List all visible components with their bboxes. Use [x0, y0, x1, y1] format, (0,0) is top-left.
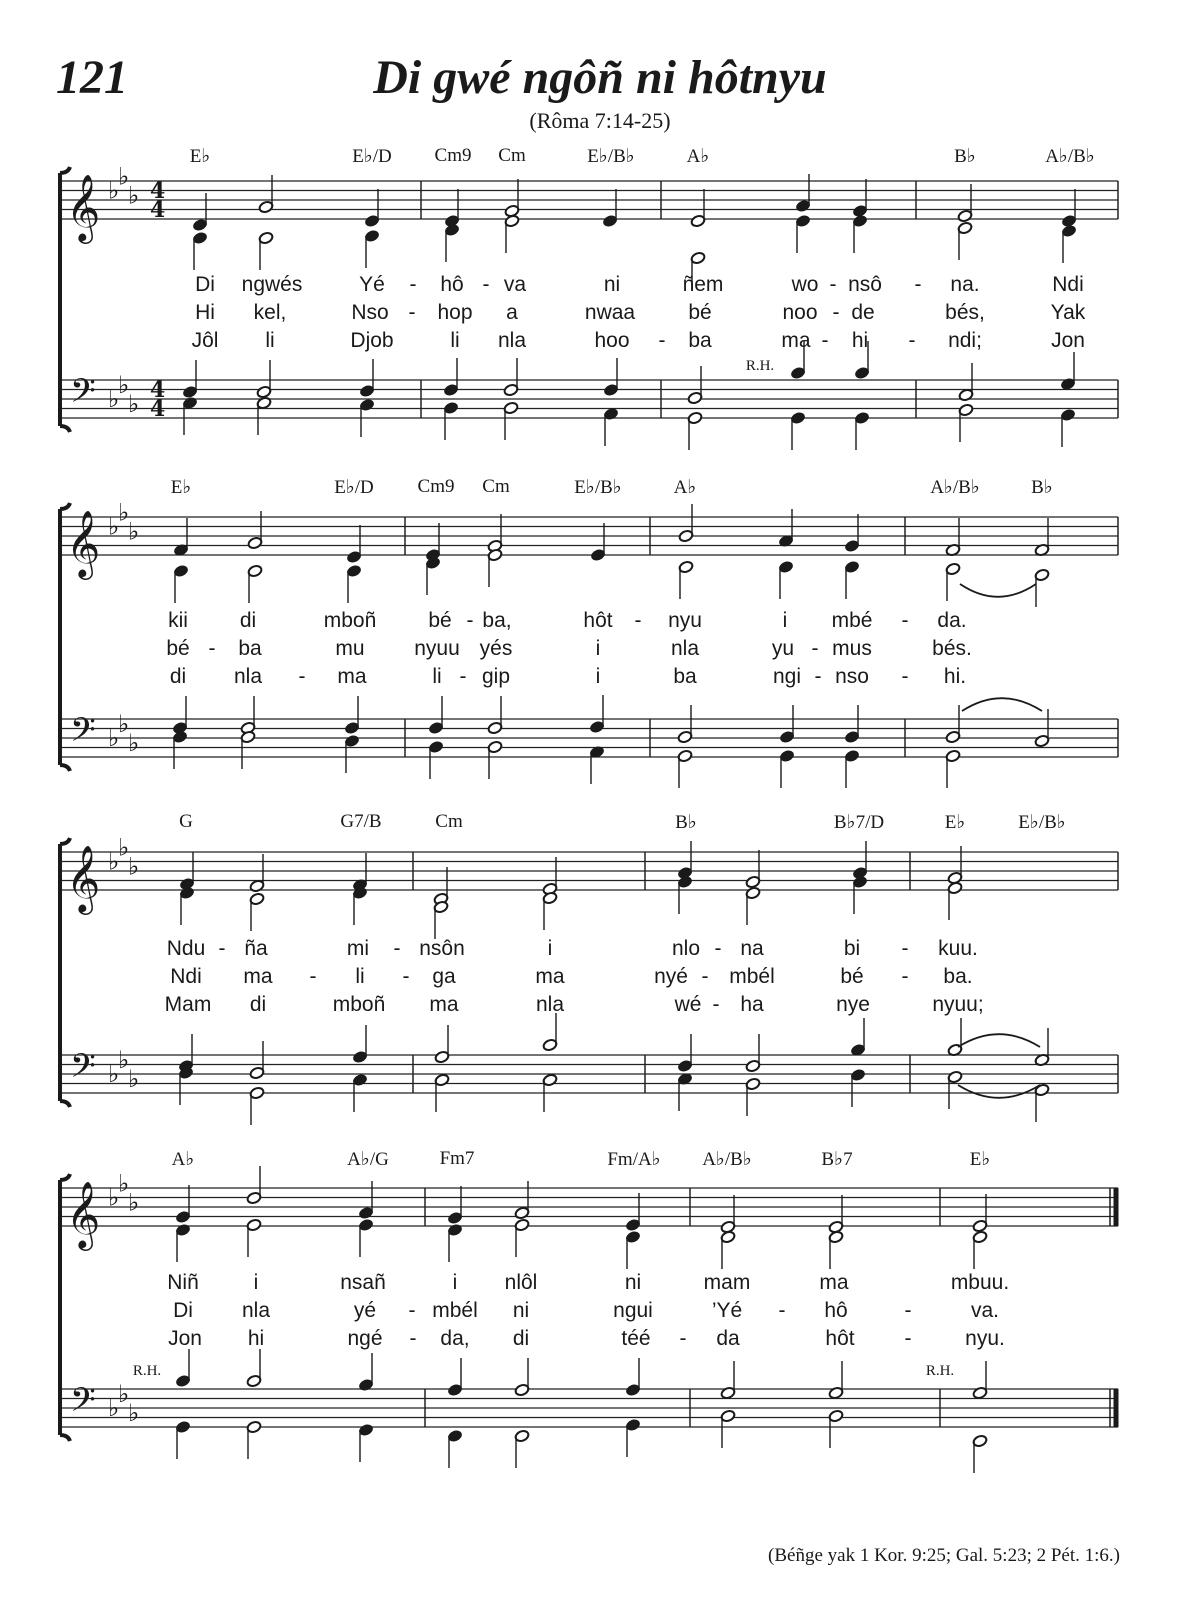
lyric-syllable: -: [466, 609, 474, 632]
lyric-syllable: mus: [832, 637, 872, 660]
lyric-syllable: di: [169, 665, 187, 688]
right-hand-marking: R.H.: [745, 358, 775, 374]
lyric-syllable: -: [309, 965, 317, 988]
time-signature: 4: [150, 178, 166, 204]
lyric-syllable: ha: [740, 993, 764, 1016]
lyric-syllable: hôt: [583, 609, 613, 632]
lyric-syllable: ma: [781, 329, 811, 352]
lyric-syllable: li: [450, 329, 460, 352]
lyric-syllable: -: [208, 637, 216, 660]
lyric-syllable: wo: [791, 273, 819, 296]
lyric-syllable: -: [814, 665, 822, 688]
treble-clef-icon: 𝄞: [66, 1180, 101, 1248]
lyric-syllable: ngwés: [241, 273, 303, 296]
lyric-syllable: nla: [497, 329, 527, 352]
lyric-syllable: -: [402, 965, 410, 988]
lyric-syllable: Jôl: [191, 329, 219, 352]
chord-symbol: E♭: [189, 146, 211, 167]
lyric-syllable: -: [901, 937, 909, 960]
lyric-syllable: nso: [835, 665, 869, 688]
lyric-syllable: ba: [688, 329, 712, 352]
lyric-syllable: -: [482, 273, 490, 296]
chord-symbol: A♭/B♭: [1045, 146, 1095, 167]
time-signature: 4: [150, 197, 166, 223]
lyric-syllable: ma: [337, 665, 367, 688]
bass-clef-icon: 𝄢: [70, 372, 96, 419]
lyric-syllable: i: [595, 637, 601, 660]
lyric-syllable: nla: [535, 993, 565, 1016]
lyric-syllable: Mam: [164, 993, 212, 1016]
chord-symbol: E♭: [944, 812, 966, 833]
chord-symbol: E♭/B♭: [574, 477, 622, 498]
lyric-syllable: bé: [688, 301, 712, 324]
lyric-syllable: nyu.: [965, 1327, 1005, 1350]
lyric-syllable: ma: [535, 965, 565, 988]
lyric-syllable: ni: [624, 1271, 642, 1294]
lyric-syllable: -: [901, 965, 909, 988]
lyric-syllable: Djob: [350, 329, 394, 352]
lyric-syllable: da: [716, 1327, 740, 1350]
lyric-syllable: nyuu;: [932, 993, 984, 1016]
chord-symbol: Fm/A♭: [607, 1149, 661, 1170]
flat-icon: ♭: [128, 389, 140, 418]
lyric-syllable: -: [679, 1327, 687, 1350]
flat-icon: ♭: [108, 512, 120, 541]
lyric-syllable: ña: [244, 937, 268, 960]
flat-icon: ♭: [108, 1060, 120, 1088]
flat-icon: ♭: [118, 1169, 130, 1198]
lyric-syllable: di: [239, 609, 257, 632]
lyric-syllable: hi.: [943, 665, 967, 688]
flat-icon: ♭: [118, 709, 130, 738]
flat-icon: ♭: [118, 1379, 130, 1408]
flat-icon: ♭: [108, 847, 120, 876]
lyric-syllable: nla: [670, 637, 700, 660]
lyric-syllable: na.: [950, 273, 980, 296]
chord-symbol: Cm9: [417, 476, 455, 497]
chord-symbol: E♭/D: [334, 477, 374, 498]
lyric-syllable: gip: [481, 665, 511, 688]
lyric-syllable: -: [778, 1299, 786, 1322]
flat-icon: ♭: [128, 728, 140, 757]
chord-symbol: Fm7: [439, 1148, 475, 1169]
lyric-syllable: -: [829, 273, 837, 296]
lyric-syllable: yu: [771, 637, 795, 660]
flat-icon: ♭: [128, 1064, 140, 1093]
chord-symbol: B♭: [675, 812, 697, 833]
lyric-syllable: na: [740, 937, 764, 960]
lyric-syllable: wé: [674, 993, 702, 1016]
bass-clef-icon: 𝄢: [70, 711, 96, 758]
chord-symbol: E♭: [969, 1149, 991, 1170]
lyric-syllable: -: [409, 273, 417, 296]
lyric-syllable: Niñ: [167, 1271, 199, 1294]
lyric-syllable: -: [712, 993, 720, 1016]
flat-icon: ♭: [118, 498, 130, 527]
lyric-syllable: bé: [428, 609, 452, 632]
scripture-reference: (Rôma 7:14-25): [529, 108, 671, 133]
lyric-syllable: ngé: [347, 1327, 383, 1350]
right-hand-marking: R.H.: [132, 1363, 162, 1379]
flat-icon: ♭: [118, 162, 130, 191]
lyric-syllable: -: [409, 1327, 417, 1350]
chord-symbol: G: [179, 811, 193, 832]
lyric-syllable: nwaa: [584, 301, 636, 324]
chord-symbol: A♭: [686, 146, 710, 167]
lyric-syllable: di: [512, 1327, 530, 1350]
lyric-syllable: nlôl: [504, 1271, 538, 1294]
flat-icon: ♭: [108, 1394, 120, 1422]
lyric-syllable: va: [503, 273, 527, 296]
chord-symbol: E♭: [170, 477, 192, 498]
lyric-syllable: -: [914, 273, 922, 296]
lyric-syllable: bé: [840, 965, 864, 988]
flat-icon: ♭: [118, 1045, 130, 1074]
staff-lines: [60, 1389, 1118, 1427]
flat-icon: ♭: [128, 1188, 140, 1217]
chord-symbol: Cm: [498, 145, 526, 166]
chord-symbol: G7/B: [340, 811, 382, 832]
lyric-syllable: nla: [241, 1299, 271, 1322]
lyric-syllable: va.: [970, 1299, 1000, 1322]
lyric-syllable: ndi;: [948, 329, 982, 352]
lyric-syllable: hô: [440, 273, 464, 296]
lyric-syllable: -: [901, 665, 909, 688]
chord-symbol: A♭/B♭: [702, 1149, 752, 1170]
time-signature: 4: [150, 377, 166, 403]
lyric-syllable: da.: [937, 609, 967, 632]
flat-icon: ♭: [108, 724, 120, 752]
lyric-syllable: da,: [440, 1327, 470, 1350]
lyric-syllable: -: [658, 329, 666, 352]
lyric-syllable: bés.: [932, 637, 972, 660]
lyric-syllable: -: [904, 1327, 912, 1350]
chord-symbol: A♭/G: [347, 1149, 389, 1170]
lyric-syllable: nla: [233, 665, 263, 688]
lyric-syllable: yé: [353, 1299, 377, 1322]
tie-arc: [958, 1085, 1040, 1098]
chord-symbol: E♭/B♭: [1018, 812, 1066, 833]
lyric-syllable: ba: [673, 665, 697, 688]
flat-icon: ♭: [108, 1183, 120, 1212]
lyric-syllable: bés,: [945, 301, 985, 324]
lyric-syllable: hoo: [594, 329, 630, 352]
chord-symbol: Cm: [435, 811, 463, 832]
lyric-syllable: ba,: [482, 609, 512, 632]
flat-icon: ♭: [128, 852, 140, 881]
footnote-references: (Béñge yak 1 Kor. 9:25; Gal. 5:23; 2 Pét. 1:6.): [768, 1545, 1120, 1566]
lyric-syllable: ba: [238, 637, 262, 660]
chord-symbol: A♭: [171, 1149, 195, 1170]
lyric-syllable: Yé: [359, 273, 385, 296]
staff-lines: [60, 1188, 1118, 1226]
bass-clef-icon: 𝄢: [70, 1381, 96, 1428]
lyric-syllable: mbuu.: [950, 1271, 1010, 1294]
hymn-number: 121: [56, 51, 128, 104]
lyric-syllable: noo: [782, 301, 818, 324]
lyric-syllable: ni: [512, 1299, 530, 1322]
chord-symbol: E♭/B♭: [587, 146, 635, 167]
flat-icon: ♭: [108, 385, 120, 413]
lyric-syllable: hi: [851, 329, 869, 352]
lyric-syllable: Nso: [351, 301, 389, 324]
lyric-syllable: a: [506, 301, 518, 324]
lyric-syllable: nye: [836, 993, 870, 1016]
lyric-syllable: ma: [429, 993, 459, 1016]
lyric-syllable: i: [547, 937, 553, 960]
lyric-syllable: -: [408, 301, 416, 324]
lyric-syllable: ma: [819, 1271, 849, 1294]
bass-clef-icon: 𝄢: [70, 1047, 96, 1094]
flat-icon: ♭: [128, 1398, 140, 1427]
lyric-syllable: mbél: [729, 965, 775, 988]
lyric-syllable: -: [393, 937, 401, 960]
lyric-syllable: ngi: [772, 665, 802, 688]
chord-symbol: E♭/D: [352, 146, 392, 167]
lyric-syllable: bi: [843, 937, 861, 960]
lyric-syllable: i: [782, 609, 788, 632]
lyric-syllable: -: [714, 937, 722, 960]
lyric-syllable: Jon: [1051, 329, 1085, 352]
lyric-syllable: ngui: [613, 1299, 653, 1322]
lyric-syllable: Yak: [1050, 301, 1086, 324]
treble-clef-icon: 𝄞: [66, 844, 101, 912]
lyric-syllable: nsôn: [419, 937, 465, 960]
chord-symbol: Cm: [482, 476, 510, 497]
treble-clef-icon: 𝄞: [66, 509, 101, 577]
lyric-syllable: -: [811, 637, 819, 660]
chord-symbol: Cm9: [434, 145, 472, 166]
hymn-title: Di gwé ngôñ ni hôtnyu: [373, 51, 827, 104]
lyric-syllable: li: [265, 329, 275, 352]
chord-symbol: A♭: [673, 477, 697, 498]
lyric-syllable: ma: [243, 965, 273, 988]
time-signature: 4: [150, 396, 166, 422]
lyric-syllable: mi: [346, 937, 370, 960]
lyric-syllable: -: [634, 609, 642, 632]
tie-arc: [958, 1034, 1040, 1047]
chord-symbol: B♭7/D: [833, 812, 885, 833]
lyric-syllable: mam: [703, 1271, 751, 1294]
lyric-syllable: mbé: [831, 609, 873, 632]
lyric-syllable: Ndu: [166, 937, 206, 960]
flat-icon: ♭: [128, 517, 140, 546]
lyric-syllable: i: [253, 1271, 259, 1294]
treble-clef-icon: 𝄞: [66, 173, 101, 241]
lyric-syllable: mboñ: [332, 993, 386, 1016]
lyric-syllable: nlo: [671, 937, 701, 960]
lyric-syllable: mu: [335, 637, 365, 660]
lyric-syllable: di: [249, 993, 267, 1016]
lyric-syllable: nyé: [654, 965, 688, 988]
lyric-syllable: li: [355, 965, 365, 988]
lyric-syllable: ’Yé: [711, 1299, 743, 1322]
chord-symbol: A♭/B♭: [930, 477, 980, 498]
flat-icon: ♭: [108, 176, 120, 205]
tie-arc: [962, 698, 1042, 711]
lyric-syllable: Ndi: [170, 965, 202, 988]
lyric-syllable: i: [595, 665, 601, 688]
lyric-syllable: ga: [432, 965, 456, 988]
lyric-syllable: nsañ: [340, 1271, 386, 1294]
lyric-syllable: Di: [195, 273, 215, 296]
right-hand-marking: R.H.: [925, 1363, 955, 1379]
lyric-syllable: -: [832, 301, 840, 324]
chord-symbol: B♭7: [821, 1149, 853, 1170]
lyric-syllable: -: [904, 1299, 912, 1322]
lyric-syllable: kii: [168, 609, 188, 632]
lyric-syllable: ba.: [943, 965, 973, 988]
lyric-syllable: -: [701, 965, 709, 988]
lyric-syllable: hop: [437, 301, 473, 324]
lyric-syllable: -: [218, 937, 226, 960]
lyric-syllable: nsô: [848, 273, 882, 296]
lyric-syllable: -: [821, 329, 829, 352]
lyric-syllable: hô: [824, 1299, 848, 1322]
lyric-syllable: kel,: [253, 301, 287, 324]
lyric-syllable: -: [408, 1299, 416, 1322]
lyric-syllable: -: [298, 665, 306, 688]
tie-arc: [960, 584, 1036, 597]
lyric-syllable: bé: [166, 637, 190, 660]
flat-icon: ♭: [118, 833, 130, 862]
chord-symbol: B♭: [1031, 477, 1053, 498]
lyric-syllable: -: [459, 665, 467, 688]
lyric-syllable: Di: [173, 1299, 193, 1322]
lyric-syllable: ñem: [682, 273, 724, 296]
lyric-syllable: Jon: [168, 1327, 202, 1350]
lyric-syllable: mboñ: [323, 609, 377, 632]
lyric-syllable: nyuu: [414, 637, 460, 660]
lyric-syllable: hi: [247, 1327, 265, 1350]
chord-symbol: B♭: [954, 146, 976, 167]
flat-icon: ♭: [128, 181, 140, 210]
lyric-syllable: i: [452, 1271, 458, 1294]
lyric-syllable: hôt: [825, 1327, 855, 1350]
lyric-syllable: -: [908, 329, 916, 352]
lyric-syllable: téé: [621, 1327, 651, 1350]
lyric-syllable: yés: [479, 637, 513, 660]
lyric-syllable: -: [901, 609, 909, 632]
lyric-syllable: kuu.: [938, 937, 978, 960]
lyric-syllable: nyu: [668, 609, 702, 632]
lyric-syllable: li: [432, 665, 442, 688]
lyric-syllable: de: [851, 301, 875, 324]
lyric-syllable: Hi: [195, 301, 215, 324]
flat-icon: ♭: [118, 370, 130, 399]
lyric-syllable: ni: [603, 273, 621, 296]
lyric-syllable: mbél: [432, 1299, 478, 1322]
lyric-syllable: Ndi: [1052, 273, 1084, 296]
